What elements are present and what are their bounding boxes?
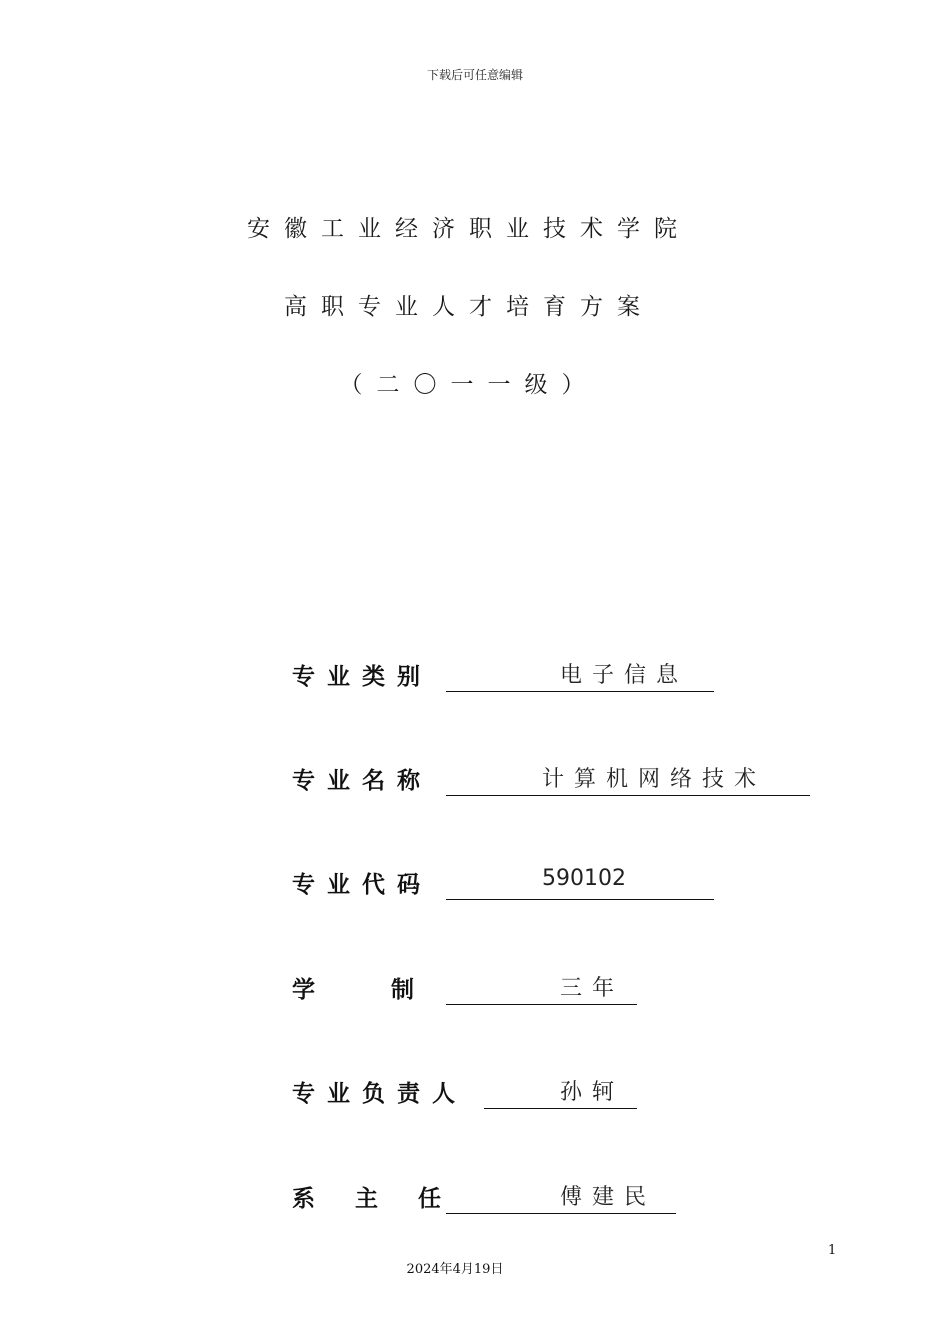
school-name: 安徽工业经济职业技术学院 xyxy=(247,216,691,242)
field-value: 三年 xyxy=(560,976,625,1001)
field-label: 专业代码 xyxy=(292,872,432,898)
grade-year: （二〇一一级） xyxy=(339,372,599,398)
field-value: 傅建民 xyxy=(560,1185,657,1210)
field-label: 系 主 任 xyxy=(292,1186,450,1212)
page-number: 1 xyxy=(828,1243,837,1258)
field-label: 学 制 xyxy=(292,977,419,1003)
field-label: 专业负责人 xyxy=(292,1081,467,1107)
footer-date: 2024年4月19日 xyxy=(406,1262,504,1277)
field-value: 电子信息 xyxy=(560,663,689,688)
field-value: 590102 xyxy=(542,866,626,891)
field-label: 专业名称 xyxy=(292,768,432,794)
field-value: 计算机网络技术 xyxy=(542,767,767,792)
field-value: 孙轲 xyxy=(560,1080,625,1105)
field-label: 专业类别 xyxy=(292,664,432,690)
program-title: 高职专业人才培育方案 xyxy=(284,294,654,320)
page-header-note: 下载后可任意编辑 xyxy=(426,68,523,82)
